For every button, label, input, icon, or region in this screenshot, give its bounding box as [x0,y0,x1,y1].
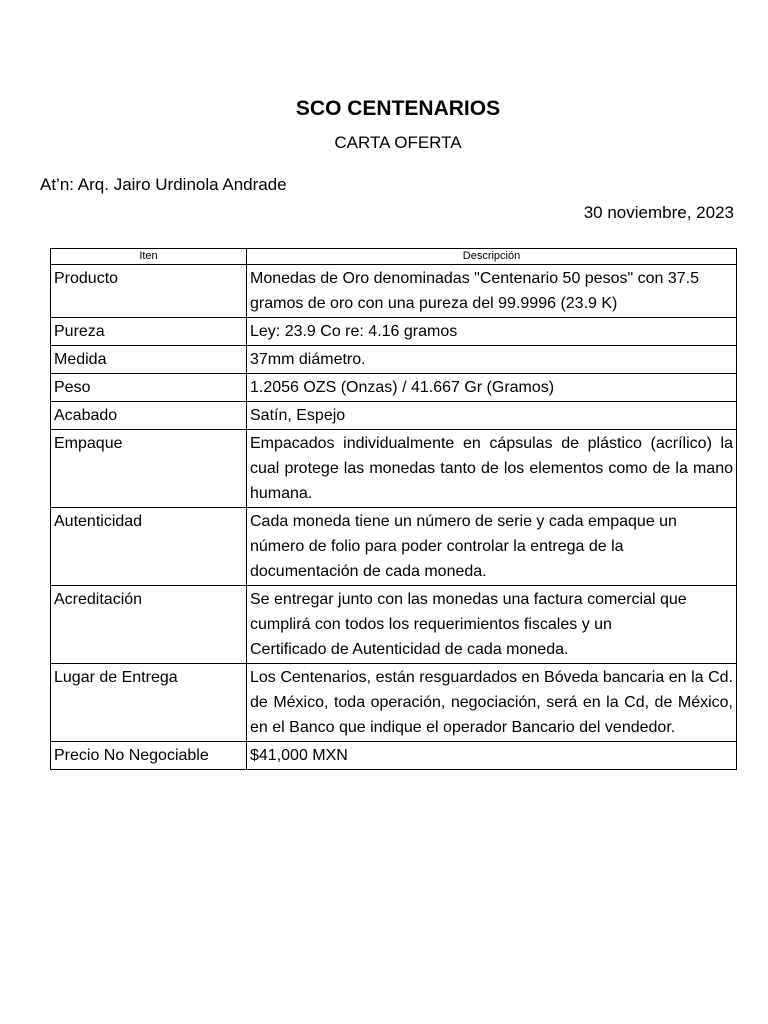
table-row-acreditacion [51,586,737,664]
table-header-row [51,249,737,265]
document-title: SCO CENTENARIOS [295,97,501,120]
description-line: Certificado de Autenticidad de cada moneda. [250,641,569,658]
table-row-medida [51,346,737,374]
table-row-lugar-de-entrega [51,664,737,742]
row-item-label: Lugar de Entrega [51,664,247,742]
row-description: Cada moneda tiene un número de serie y cada empaque un número de folio para poder controlar la entrega de la documentación de cada moneda. [247,508,737,586]
column-header-description: Descripción [247,249,737,265]
table-row-acabado [51,402,737,430]
row-description [247,586,737,664]
row-item-label: Autenticidad [51,508,247,586]
row-description: Ley: 23.9 Co re: 4.16 gramos [247,318,737,346]
attention-line: At’n: Arq. Jairo Urdinola Andrade [40,175,287,194]
document-date: 30 noviembre, 2023 [583,203,734,222]
row-description: Los Centenarios, están resguardados en Bóveda bancaria en la Cd. de México, toda operación, negociación, será en la Cd, de México, en el Banco que indique el operador Bancario del vendedor. [247,664,737,742]
table-row-empaque [51,430,737,508]
row-item-label: Empaque [51,430,247,508]
row-item-label: Producto [51,265,247,318]
table-row-producto [51,265,737,318]
row-description: Satín, Espejo [247,402,737,430]
row-item-label: Precio No Negociable [51,742,247,770]
description-line: Se entregar junto con las monedas una factura comercial que cumplirá con todos los requerimientos fiscales y un [250,591,687,633]
row-item-label: Medida [51,346,247,374]
row-description: Empacados individualmente en cápsulas de plástico (acrílico) la cual protege las monedas tanto de los elementos como de la mano humana. [247,430,737,508]
table-row-peso [51,374,737,402]
table-row-pureza [51,318,737,346]
row-item-label: Peso [51,374,247,402]
row-item-label: Acabado [51,402,247,430]
row-item-label: Acreditación [51,586,247,664]
offer-table [50,248,737,770]
row-description: $41,000 MXN [247,742,737,770]
row-item-label: Pureza [51,318,247,346]
row-description: Monedas de Oro denominadas "Centenario 50 pesos" con 37.5 gramos de oro con una pureza del 99.9996 (23.9 K) [247,265,737,318]
row-description: 37mm diámetro. [247,346,737,374]
table-row-autenticidad [51,508,737,586]
table-row-precio [51,742,737,770]
column-header-item: Iten [51,249,247,265]
row-description: 1.2056 OZS (Onzas) / 41.667 Gr (Gramos) [247,374,737,402]
document-subtitle: CARTA OFERTA [334,133,462,152]
